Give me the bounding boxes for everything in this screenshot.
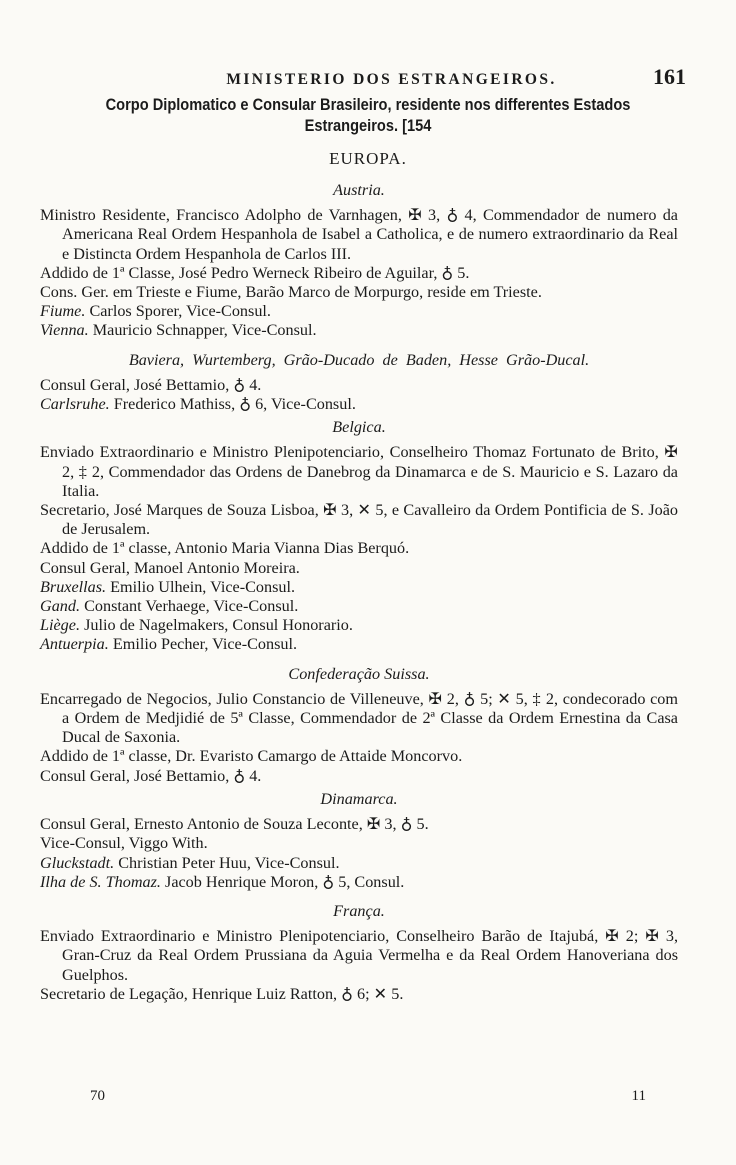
entry-text: Mauricio Schnapper, Vice-Consul.	[88, 321, 317, 340]
entry-dinamarca-1: Consul Geral, Ernesto Antonio de Souza Leconte, ✠ 3, ♁ 5.	[40, 815, 429, 834]
entry-belgica-7	[40, 616, 678, 635]
entry-franca-2: Secretario de Legação, Henrique Luiz Ratton, ♁ 6; ✕ 5.	[40, 984, 404, 1003]
body-text	[40, 177, 678, 1004]
entry-text: Frederico Mathiss, ♁ 6, Vice-Consul.	[109, 395, 356, 414]
country-title-belgica: Belgica.	[332, 418, 386, 437]
page-number: 161	[653, 64, 686, 89]
place-name: Vienna.	[40, 321, 89, 340]
running-title: MINISTERIO DOS ESTRANGEIROS.	[226, 71, 557, 88]
running-head	[40, 64, 686, 90]
entry-belgica-5	[40, 578, 678, 597]
entry-austria-2: Addido de 1ª Classe, José Pedro Werneck Ribeiro de Aguilar, ♁ 5.	[40, 263, 470, 282]
signature-mark-right: 11	[631, 1088, 646, 1104]
country-title-dinamarca: Dinamarca.	[320, 789, 398, 808]
entry-belgica-1: Enviado Extraordinario e Ministro Plenipotenciario, Conselheiro Thomaz Fortunato de Brito, ✠ 2, ‡ 2, Commendador das Ordens de Danebrog da Dinamarca e de S. Mauricio e S. Lazaro da Italia.	[40, 443, 678, 500]
entry-baviera-1: Consul Geral, José Bettamio, ♁ 4.	[40, 375, 262, 394]
entry-belgica-2: Secretario, José Marques de Souza Lisboa, ✠ 3, ✕ 5, e Cavalleiro da Ordem Pontificia de S. João de Jerusalem.	[40, 501, 678, 539]
country-title-austria: Austria.	[333, 181, 385, 199]
entry-austria-4	[40, 302, 678, 321]
place-name: Gluckstadt.	[40, 853, 115, 872]
entry-baviera-2	[40, 395, 678, 414]
entry-text: Emilio Ulhein, Vice-Consul.	[106, 577, 296, 596]
place-name: Fiume.	[40, 302, 86, 321]
entry-text: Christian Peter Huu, Vice-Consul.	[114, 853, 340, 872]
entry-text: Carlos Sporer, Vice-Consul.	[85, 302, 271, 321]
entry-belgica-8	[40, 635, 678, 654]
entry-text: Constant Verhaege, Vice-Consul.	[80, 597, 299, 616]
entry-franca-1: Enviado Extraordinario e Ministro Plenipotenciario, Conselheiro Barão de Itajubá, ✠ 2; ✠ 3, Gran-Cruz da Real Ordem Prussiana da Aguia Vermelha e da Real Ordem Hanoveriana dos Guelphos.	[40, 927, 678, 984]
entry-dinamarca-3	[40, 854, 678, 873]
country-title-suissa: Confederação Suissa.	[288, 664, 430, 683]
entry-text: Julio de Nagelmakers, Consul Honorario.	[80, 616, 353, 635]
place-name: Antuerpia.	[40, 635, 109, 654]
page-footer	[90, 1088, 646, 1105]
entry-austria-3: Cons. Ger. em Trieste e Fiume, Barão Marco de Morpurgo, reside em Trieste.	[40, 283, 542, 302]
section-heading	[86, 94, 650, 136]
entry-austria-5	[40, 321, 678, 340]
place-name: Bruxellas.	[40, 577, 107, 596]
signature-mark-left: 70	[90, 1088, 105, 1104]
country-title-franca: França.	[333, 901, 385, 920]
entry-belgica-4: Consul Geral, Manoel Antonio Moreira.	[40, 558, 300, 577]
continent-title: EUROPA.	[329, 149, 407, 168]
heading-line-1: Corpo Diplomatico e Consular Brasileiro, residente nos differentes Estados	[105, 95, 631, 114]
entry-suissa-3: Consul Geral, José Bettamio, ♁ 4.	[40, 766, 262, 785]
entry-suissa-1: Encarregado de Negocios, Julio Constancio de Villeneuve, ✠ 2, ♁ 5; ✕ 5, ‡ 2, condecorado com a Ordem de Medjidié de 5ª Classe, Commendador de 2ª Classe da Ordem Ernestina da Casa Ducal de Saxonia.	[40, 689, 678, 747]
entry-austria-1: Ministro Residente, Francisco Adolpho de Varnhagen, ✠ 3, ♁ 4, Commendador de numero da Americana Real Ordem Hespanhola de Isabel a Catholica, e de numero extraordinario da Real e Distincta Ordem Hespanhola de Carlos III.	[40, 206, 678, 263]
entry-dinamarca-4	[40, 873, 678, 892]
heading-line-2: Estrangeiros. [154	[304, 116, 432, 135]
entry-belgica-3: Addido de 1ª classe, Antonio Maria Vianna Dias Berquó.	[40, 539, 410, 558]
place-name: Carlsruhe.	[40, 395, 110, 414]
place-name: Liège.	[40, 616, 81, 635]
place-name: Ilha de S. Thomaz.	[40, 872, 161, 891]
entry-text: Jacob Henrique Moron, ♁ 5, Consul.	[160, 872, 405, 891]
country-title-baviera: Baviera, Wurtemberg, Grão-Ducado de Baden, Hesse Grão-Ducal.	[128, 350, 590, 369]
place-name: Gand.	[40, 597, 81, 616]
entry-text: Emilio Pecher, Vice-Consul.	[108, 635, 298, 654]
entry-suissa-2: Addido de 1ª classe, Dr. Evaristo Camargo de Attaide Moncorvo.	[40, 747, 463, 766]
entry-belgica-6	[40, 597, 678, 616]
entry-dinamarca-2: Vice-Consul, Viggo With.	[40, 834, 208, 853]
